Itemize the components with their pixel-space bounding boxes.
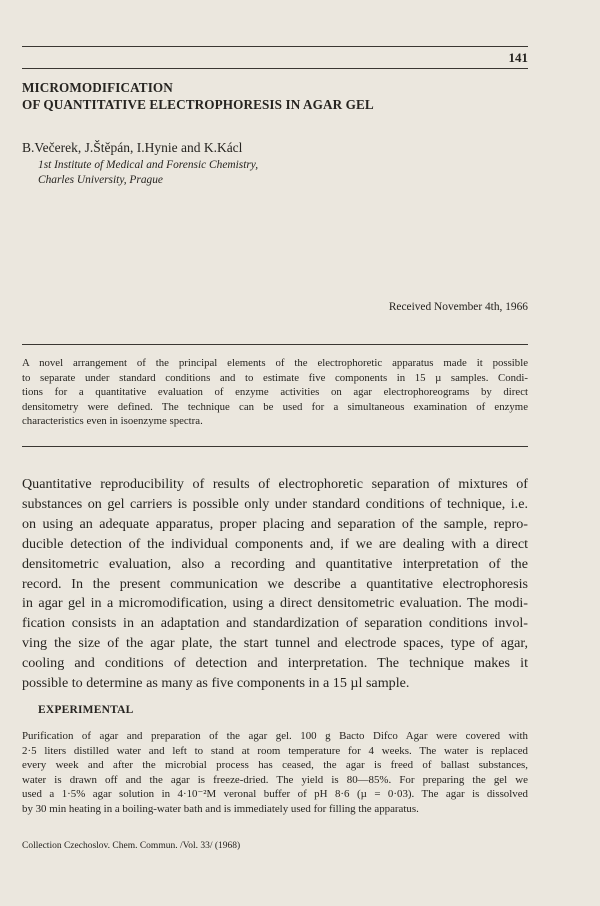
body-line: densitometric evaluation, also a recording and quantitative interpretation of the	[22, 555, 528, 572]
body-line: record. In the present communication we describe a quantitative electrophoresis	[22, 575, 528, 592]
body-line: in agar gel in a micromodification, using a direct densitometric evaluation. The modi-	[22, 595, 528, 612]
affiliation-line-2: Charles University, Prague	[38, 174, 163, 186]
title-line-2: OF QUANTITATIVE ELECTROPHORESIS IN AGAR GEL	[22, 97, 374, 112]
body-line: cooling and conditions of detection and interpretation. The technique makes it	[22, 655, 528, 672]
experimental-line: by 30 min heating in a boiling-water bath and is immediately used for filling the apparatus.	[22, 802, 419, 815]
abstract-line: densitometry were defined. The technique can be used for a simultaneous examination of enzyme	[22, 400, 528, 413]
abstract-line: A novel arrangement of the principal elements of the electrophoretic apparatus made it possible	[22, 357, 528, 369]
header-rule-bottom	[22, 68, 528, 69]
affiliation	[38, 158, 258, 188]
experimental-paragraph	[22, 729, 528, 816]
abstract-rule-bottom	[22, 446, 528, 447]
abstract-line: tions for a quantitative evaluation of enzyme activities on agar electrophoreograms by direct	[22, 386, 528, 399]
abstract	[22, 356, 528, 429]
introduction-paragraph	[22, 475, 528, 694]
experimental-line: used a 1·5% agar solution in 4·10⁻²M veronal buffer of pH 8·6 (µ = 0·03). The agar is dissolved	[22, 788, 528, 800]
body-line: possible to determine as many as five components in a 15 µl sample.	[22, 675, 410, 692]
body-line: ving the size of the agar plate, the start tunnel and electrode spaces, type of agar,	[22, 635, 528, 652]
body-line: fication consists in an adaptation and standardization of separation conditions invol-	[22, 615, 528, 632]
title-line-1: MICROMODIFICATION	[22, 80, 173, 95]
abstract-line: characteristics even in isoenzyme spectra.	[22, 415, 203, 428]
article-title	[22, 79, 374, 113]
authors: B.Večerek, J.Štěpán, I.Hynie and K.Kácl	[22, 140, 243, 155]
abstract-line: to separate under standard conditions and to estimate five components in 15 µ samples. Condi-	[22, 371, 528, 384]
page-number: 141	[508, 50, 528, 65]
section-heading-experimental: EXPERIMENTAL	[38, 704, 134, 716]
journal-footer: Collection Czechoslov. Chem. Commun. /Vol. 33/ (1968)	[22, 841, 241, 851]
experimental-line: 2·5 liters distilled water and left to stand at room temperature for 4 weeks. The water is replaced	[22, 744, 528, 757]
body-line: Quantitative reproducibility of results of electrophoretic separation of mixtures of	[22, 476, 528, 492]
received-date: Received November 4th, 1966	[388, 301, 528, 313]
experimental-line: Purification of agar and preparation of the agar gel. 100 g Bacto Difco Agar were covered with	[22, 730, 528, 742]
experimental-line: every week and after the microbial process has ceased, the agar is freed of ballast substances,	[22, 759, 528, 771]
abstract-rule-top	[22, 344, 528, 345]
experimental-line: water is drawn off and the agar is freeze-dried. The yield is 80—85%. For preparing the gel we	[22, 773, 528, 786]
body-line: substances on gel carriers is possible only under standard conditions of technique, i.e.	[22, 495, 528, 512]
body-line: ducible detection of the individual components and, if we are dealing with a direct	[22, 535, 528, 552]
affiliation-line-1: 1st Institute of Medical and Forensic Chemistry,	[38, 159, 259, 171]
body-line: on using an adequate apparatus, proper placing and separation of the sample, repro-	[22, 515, 528, 532]
header-rule-top	[22, 46, 528, 47]
